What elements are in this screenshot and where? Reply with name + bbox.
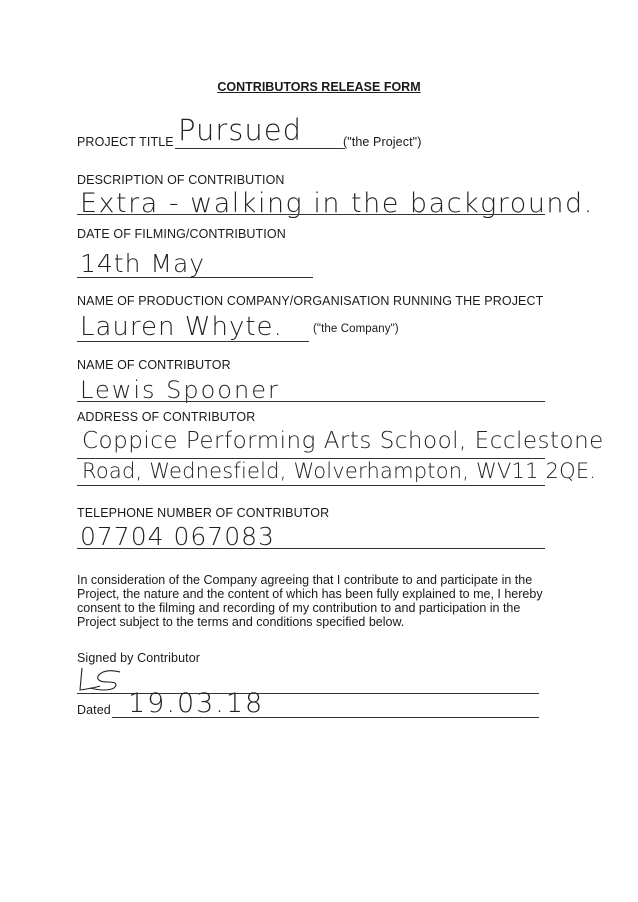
description-line: [77, 214, 545, 215]
project-title-value: Pursued: [178, 113, 303, 147]
date-label: DATE OF FILMING/CONTRIBUTION: [77, 227, 286, 241]
project-suffix: ("the Project"): [343, 135, 422, 149]
form-title: CONTRIBUTORS RELEASE FORM: [217, 80, 421, 94]
date-value: 14th May: [80, 249, 206, 278]
company-line: [77, 341, 309, 342]
signed-label: Signed by Contributor: [77, 651, 201, 665]
address-line-1: Coppice Performing Arts School, Ecclestone: [82, 428, 604, 454]
contributor-label: NAME OF CONTRIBUTOR: [77, 358, 231, 372]
address-line-2-rule: [77, 485, 545, 486]
company-suffix: ("the Company"): [313, 323, 399, 335]
consent-paragraph: In consideration of the Company agreeing that I contribute to and participate in the Project, the nature and the content of which has been fully explained to me, I hereby consent to the filming and recording of my contribution to and participation in the Project subject to the terms and conditions specified below.: [77, 573, 543, 629]
dated-line: [112, 717, 539, 718]
description-value: Extra - walking in the background.: [80, 188, 594, 219]
contributor-line: [77, 401, 545, 402]
dated-label: Dated: [77, 703, 111, 717]
company-value: Lauren Whyte.: [80, 312, 283, 342]
address-label: ADDRESS OF CONTRIBUTOR: [77, 410, 256, 424]
description-label: DESCRIPTION OF CONTRIBUTION: [77, 173, 285, 187]
date-line: [77, 277, 313, 278]
telephone-label: TELEPHONE NUMBER OF CONTRIBUTOR: [77, 506, 330, 520]
project-title-line: [175, 148, 345, 149]
company-label: NAME OF PRODUCTION COMPANY/ORGANISATION RUNNING THE PROJECT: [77, 294, 544, 308]
contributor-value: Lewis Spooner: [80, 376, 280, 404]
telephone-line: [77, 548, 545, 549]
address-line-2: Road, Wednesfield, Wolverhampton, WV11 2QE.: [82, 459, 597, 483]
dated-value: 19.03.18: [128, 688, 265, 719]
telephone-value: 07704 067083: [80, 522, 275, 551]
project-title-label: PROJECT TITLE: [77, 135, 174, 149]
